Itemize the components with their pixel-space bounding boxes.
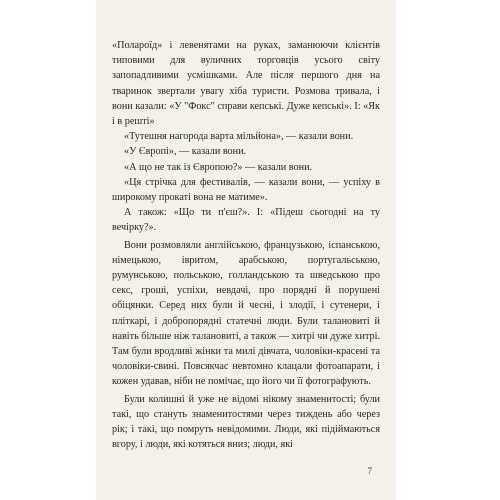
paragraph-6: А також: «Що ти п'єш?». І: «Підеш сьогодні на ту вечірку?». xyxy=(112,207,380,234)
book-page xyxy=(96,0,396,500)
body-text xyxy=(112,38,380,452)
paragraph-5: «Ця стрічка для фестивалів, — казали вони, — успіху в широкому прокаті вона не матиме». xyxy=(112,176,380,204)
page-number: 7 xyxy=(367,466,372,476)
paragraph-2: «Тутешня нагорода варта мільйона», — казали вони. xyxy=(124,131,354,143)
paragraph-1: «Полароїд» і левенятами на руках, заманюючи клієнтів типовими для вуличних торговців усього світу запопадливими усмішками. Але після першого дня на тваринок звертали увагу хіба туристи. Розмова тривала, і вони казали: «У "Фокс" справи кепські. Дуже кепські». І: «Як і в решті» xyxy=(112,40,380,128)
paragraph-4: «А що не так із Європою?» — казали вони. xyxy=(124,161,313,173)
paragraph-8: Були колишні й уже не відомі нікому знаменитості; були такі, що стануть знаменитостями через тиждень або через рік; і такі, що помруть невідомими. Люди, які підіймаються вгору, і люди, які котяться вниз; люди, які xyxy=(112,393,380,451)
paragraph-3: «У Європі», — казали вони. xyxy=(124,146,247,158)
paragraph-7: Вони розмовляли англійською, французькою, іспанською, німецькою, івритом, арабською, португальською, румунською, польською, голландською та шведською про секс, гроші, успіхи, невдачі, про порядні й порушені обіцянки. Серед них були й чесні, і злодії, і сутенери, і пліткарі, і добропорядні статечні люди. Були талановиті й навіть більше ніж талановиті, а також — хитрі чи дуже хитрі. Там були вродливі жінки та милі дівчата, чоловіки-красені та чоловіки-свині. Повсякчас невтомно клацали фотоапарати, і кожен удавав, ніби не помічає, що його чи її фотографують. xyxy=(112,239,380,388)
